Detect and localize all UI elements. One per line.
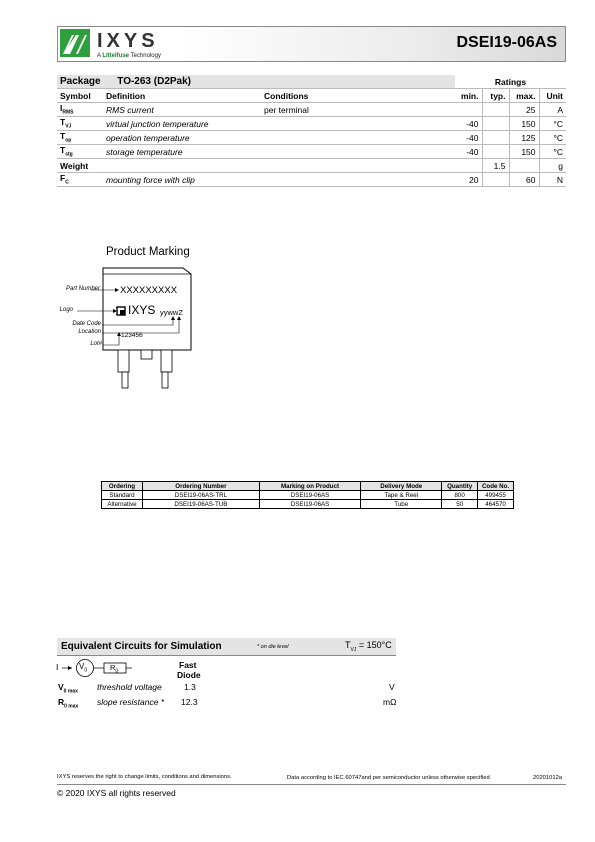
row-symbol: $F_C$: [57, 173, 103, 187]
ordering-header: Ordering: [102, 482, 143, 491]
row-conditions: [261, 173, 455, 187]
ordering-cell: DSEI19-06AS: [259, 500, 360, 509]
ordering-cell: Alternative: [102, 500, 143, 509]
ordering-cell: DSEI19-06AS-TUB: [142, 500, 259, 509]
eq-row-r0-unit: mΩ: [383, 697, 397, 707]
row-max: 150: [509, 145, 539, 159]
row-min: -40: [455, 145, 482, 159]
ordering-cell: 800: [442, 491, 478, 500]
row-conditions: [261, 117, 455, 131]
row-typ: 1.5: [482, 159, 509, 173]
equivalent-circuit-diagram: [56, 658, 136, 678]
ordering-header: Quantity: [442, 482, 478, 491]
header-max: max.: [509, 89, 539, 103]
footer-revision: 20201012a: [533, 775, 563, 781]
row-min: 20: [455, 173, 482, 187]
ordering-header: Ordering Number: [142, 482, 259, 491]
footer-copyright: © 2020 IXYS all rights reserved: [57, 788, 176, 798]
label-lot: Lot#: [90, 341, 102, 347]
row-typ: [482, 131, 509, 145]
brand-sub-suffix: Technology: [129, 53, 161, 59]
ordering-cell: DSEI19-06AS: [259, 491, 360, 500]
ordering-header-row: [102, 482, 514, 491]
row-typ: [482, 117, 509, 131]
label-part-number: Part Number: [65, 286, 100, 292]
ratings-row-tstg: [57, 145, 566, 159]
eq-circuits-note: * on die level: [257, 644, 289, 650]
header-unit: Unit: [539, 89, 566, 103]
row-max: 60: [509, 173, 539, 187]
package-row: [57, 75, 566, 89]
eq-row-r0-symbol: $R_{0 max}$: [58, 697, 79, 710]
footer-disclaimer: IXYS reserves the right to change limits, conditions and dimensions.: [57, 774, 232, 780]
ordering-cell: DSEI19-06AS-TRL: [142, 491, 259, 500]
ratings-row-fc: [57, 173, 566, 187]
ratings-row-irms: [57, 103, 566, 117]
ordering-row-standard: [102, 491, 514, 500]
eq-row-r0-label: slope resistance *: [97, 697, 165, 707]
eq-row-v0-label: threshold voltage: [97, 682, 162, 692]
row-unit: g: [539, 159, 566, 173]
ordering-cell: Tape & Reel: [361, 491, 442, 500]
header-definition: Definition: [103, 89, 261, 103]
label-logo: Logo: [59, 307, 73, 313]
ixys-logo-icon: [60, 29, 90, 57]
row-unit: N: [539, 173, 566, 187]
row-symbol: $T_{op}$: [57, 131, 103, 145]
row-min: -40: [455, 131, 482, 145]
row-conditions: [261, 145, 455, 159]
row-unit: °C: [539, 131, 566, 145]
row-symbol: $T_{VJ}$: [57, 117, 103, 131]
label-date-code: Date Code: [72, 321, 101, 327]
eq-row-v0-unit: V: [389, 682, 395, 692]
ordering-row-alternative: [102, 500, 514, 509]
label-location: Location: [78, 329, 101, 335]
eq-row-v0-symbol: $V_{0 max}$: [58, 682, 78, 695]
row-symbol: $I_{RMS}$: [57, 103, 103, 117]
row-min: [455, 159, 482, 173]
row-definition: virtual junction temperature: [103, 117, 261, 131]
ratings-row-tvj: [57, 117, 566, 131]
marking-part-text: XXXXXXXXX: [120, 285, 178, 296]
row-definition: storage temperature: [103, 145, 261, 159]
circuit-resistor-label: $R_0$: [110, 663, 119, 675]
row-unit: A: [539, 103, 566, 117]
marking-logo-text: IXYS: [128, 303, 156, 317]
ratings-table: [57, 75, 566, 187]
ordering-cell: 50: [442, 500, 478, 509]
footer-divider: [57, 784, 566, 785]
package-cell: [57, 75, 455, 89]
row-typ: [482, 173, 509, 187]
eq-row-v0-value: 1.3: [184, 682, 196, 692]
row-definition: [103, 159, 261, 173]
row-typ: [482, 103, 509, 117]
row-unit: °C: [539, 145, 566, 159]
row-definition: operation temperature: [103, 131, 261, 145]
row-symbol: Weight: [57, 159, 103, 173]
ordering-header: Delivery Mode: [361, 482, 442, 491]
eq-row-r0-value: 12.3: [181, 697, 198, 707]
row-typ: [482, 145, 509, 159]
ratings-header-row: [57, 89, 566, 103]
eq-col-header-2: Diode: [177, 670, 201, 680]
ordering-header: Code No.: [478, 482, 514, 491]
package-label: Package: [60, 76, 101, 87]
row-conditions: per terminal: [261, 103, 455, 117]
row-definition: mounting force with clip: [103, 173, 261, 187]
ordering-cell: 464570: [478, 500, 514, 509]
package-drawing: [55, 262, 205, 392]
header-typ: typ.: [482, 89, 509, 103]
row-min: [455, 103, 482, 117]
ratings-label: Ratings: [455, 75, 566, 89]
ordering-cell: 499455: [478, 491, 514, 500]
part-number-title: DSEI19-06AS: [456, 34, 557, 51]
row-max: 150: [509, 117, 539, 131]
brand-subtitle: [97, 53, 161, 59]
header-conditions: Conditions: [261, 89, 455, 103]
row-symbol: $T_{stg}$: [57, 145, 103, 159]
row-unit: °C: [539, 117, 566, 131]
header-symbol: Symbol: [57, 89, 103, 103]
ordering-cell: Standard: [102, 491, 143, 500]
row-max: 25: [509, 103, 539, 117]
circuit-current-label: I: [56, 662, 59, 672]
row-min: -40: [455, 117, 482, 131]
eq-circuits-title: Equivalent Circuits for Simulation: [61, 641, 222, 652]
product-marking-title: Product Marking: [106, 246, 190, 258]
row-conditions: [261, 159, 455, 173]
package-value: TO-263 (D2Pak): [117, 76, 192, 87]
row-max: 125: [509, 131, 539, 145]
ordering-cell: Tube: [361, 500, 442, 509]
brand-sub-prefix: A: [97, 53, 103, 59]
ratings-row-top: [57, 131, 566, 145]
marking-date-text: yywwZ: [160, 308, 183, 317]
ratings-row-weight: [57, 159, 566, 173]
marking-lot-text: 123456: [121, 332, 143, 339]
ordering-table: [101, 481, 514, 509]
ordering-header: Marking on Product: [259, 482, 360, 491]
brand-name: IXYS: [97, 30, 159, 52]
row-definition: RMS current: [103, 103, 261, 117]
header-min: min.: [455, 89, 482, 103]
row-max: [509, 159, 539, 173]
row-conditions: [261, 131, 455, 145]
eq-tvj-condition: $T_{VJ} = 150^\circ C$: [345, 640, 392, 653]
circuit-source-label: $V_0$: [79, 662, 88, 674]
footer-standard: Data according to IEC 60747and per semiconductor unless otherwise specified: [287, 775, 490, 781]
eq-col-header-1: Fast: [179, 660, 197, 670]
brand-sub-company: Littelfuse: [102, 53, 130, 59]
